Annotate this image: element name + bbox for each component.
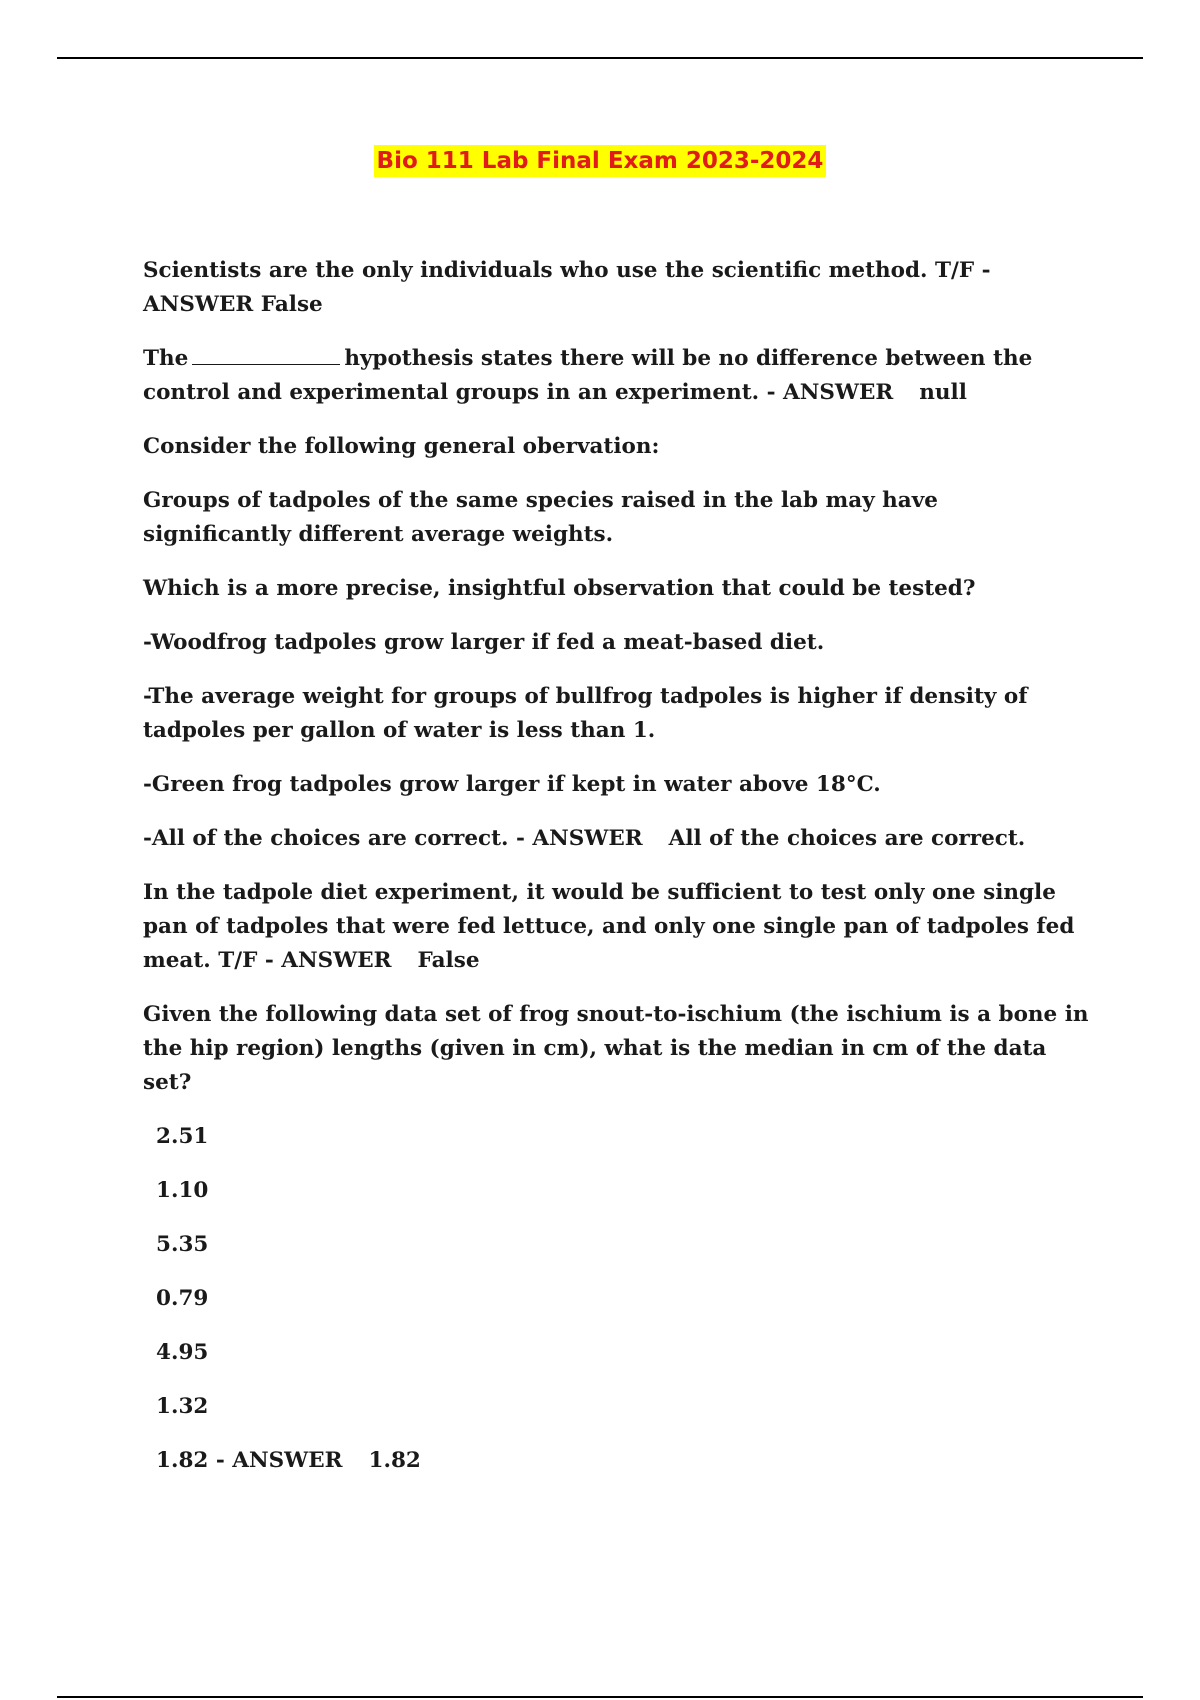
- data-value: 0.79: [156, 1286, 209, 1311]
- question-1: [143, 254, 1093, 322]
- data-value: 4.95: [156, 1340, 209, 1365]
- question-3-intro: Consider the following general obervation:: [143, 434, 660, 459]
- question-3-observation: Groups of tadpoles of the same species raised in the lab may have significantly different average weights.: [143, 488, 938, 547]
- choice-item: -The average weight for groups of bullfrog tadpoles is higher if density of tadpoles per gallon of water is less than 1.: [143, 684, 1028, 743]
- question-2-text-before: The: [143, 346, 189, 371]
- data-value: 2.51: [156, 1124, 209, 1149]
- question-3-question: Which is a more precise, insightful observation that could be tested?: [143, 576, 976, 601]
- question-4: [143, 876, 1093, 978]
- title-block: [0, 145, 1200, 177]
- header-rule: [57, 57, 1143, 59]
- page-title: Bio 111 Lab Final Exam 2023-2024: [374, 145, 827, 177]
- question-2-text-after: hypothesis states there will be no difference between the control and experimental groups in an experiment. - ANSWER: [143, 346, 1033, 405]
- question-5-answer: 1.82: [368, 1448, 421, 1473]
- data-value: 5.35: [156, 1232, 209, 1257]
- question-1-text: Scientists are the only individuals who use the scientific method. T/F - ANSWER: [143, 258, 991, 317]
- choice-item: -Woodfrog tadpoles grow larger if fed a meat-based diet.: [143, 630, 825, 655]
- data-value-last: [156, 1444, 1093, 1478]
- data-value: 1.10: [156, 1178, 209, 1203]
- data-last-text: 1.82 - ANSWER: [156, 1448, 343, 1473]
- data-set-list: [143, 1120, 1093, 1478]
- footer-rule: [57, 1696, 1143, 1698]
- question-4-answer: False: [417, 948, 480, 973]
- data-value: 1.32: [156, 1394, 209, 1419]
- choice-item-last: [143, 822, 1093, 856]
- fill-in-blank: [192, 342, 340, 365]
- question-3-answer: All of the choices are correct.: [668, 826, 1026, 851]
- question-1-answer: False: [260, 292, 323, 317]
- choice-last-text: -All of the choices are correct. - ANSWER: [143, 826, 643, 851]
- question-5-text: Given the following data set of frog snout-to-ischium (the ischium is a bone in the hip region) lengths (given in cm), what is the median in cm of the data set?: [143, 1002, 1089, 1095]
- choice-item: -Green frog tadpoles grow larger if kept in water above 18°C.: [143, 772, 881, 797]
- question-2: [143, 342, 1093, 410]
- exam-content: [143, 254, 1093, 1498]
- question-4-text: In the tadpole diet experiment, it would be sufficient to test only one single pan of tadpoles that were fed lettuce, and only one single pan of tadpoles fed meat. T/F - ANSWER: [143, 880, 1075, 973]
- question-2-answer: null: [919, 380, 967, 405]
